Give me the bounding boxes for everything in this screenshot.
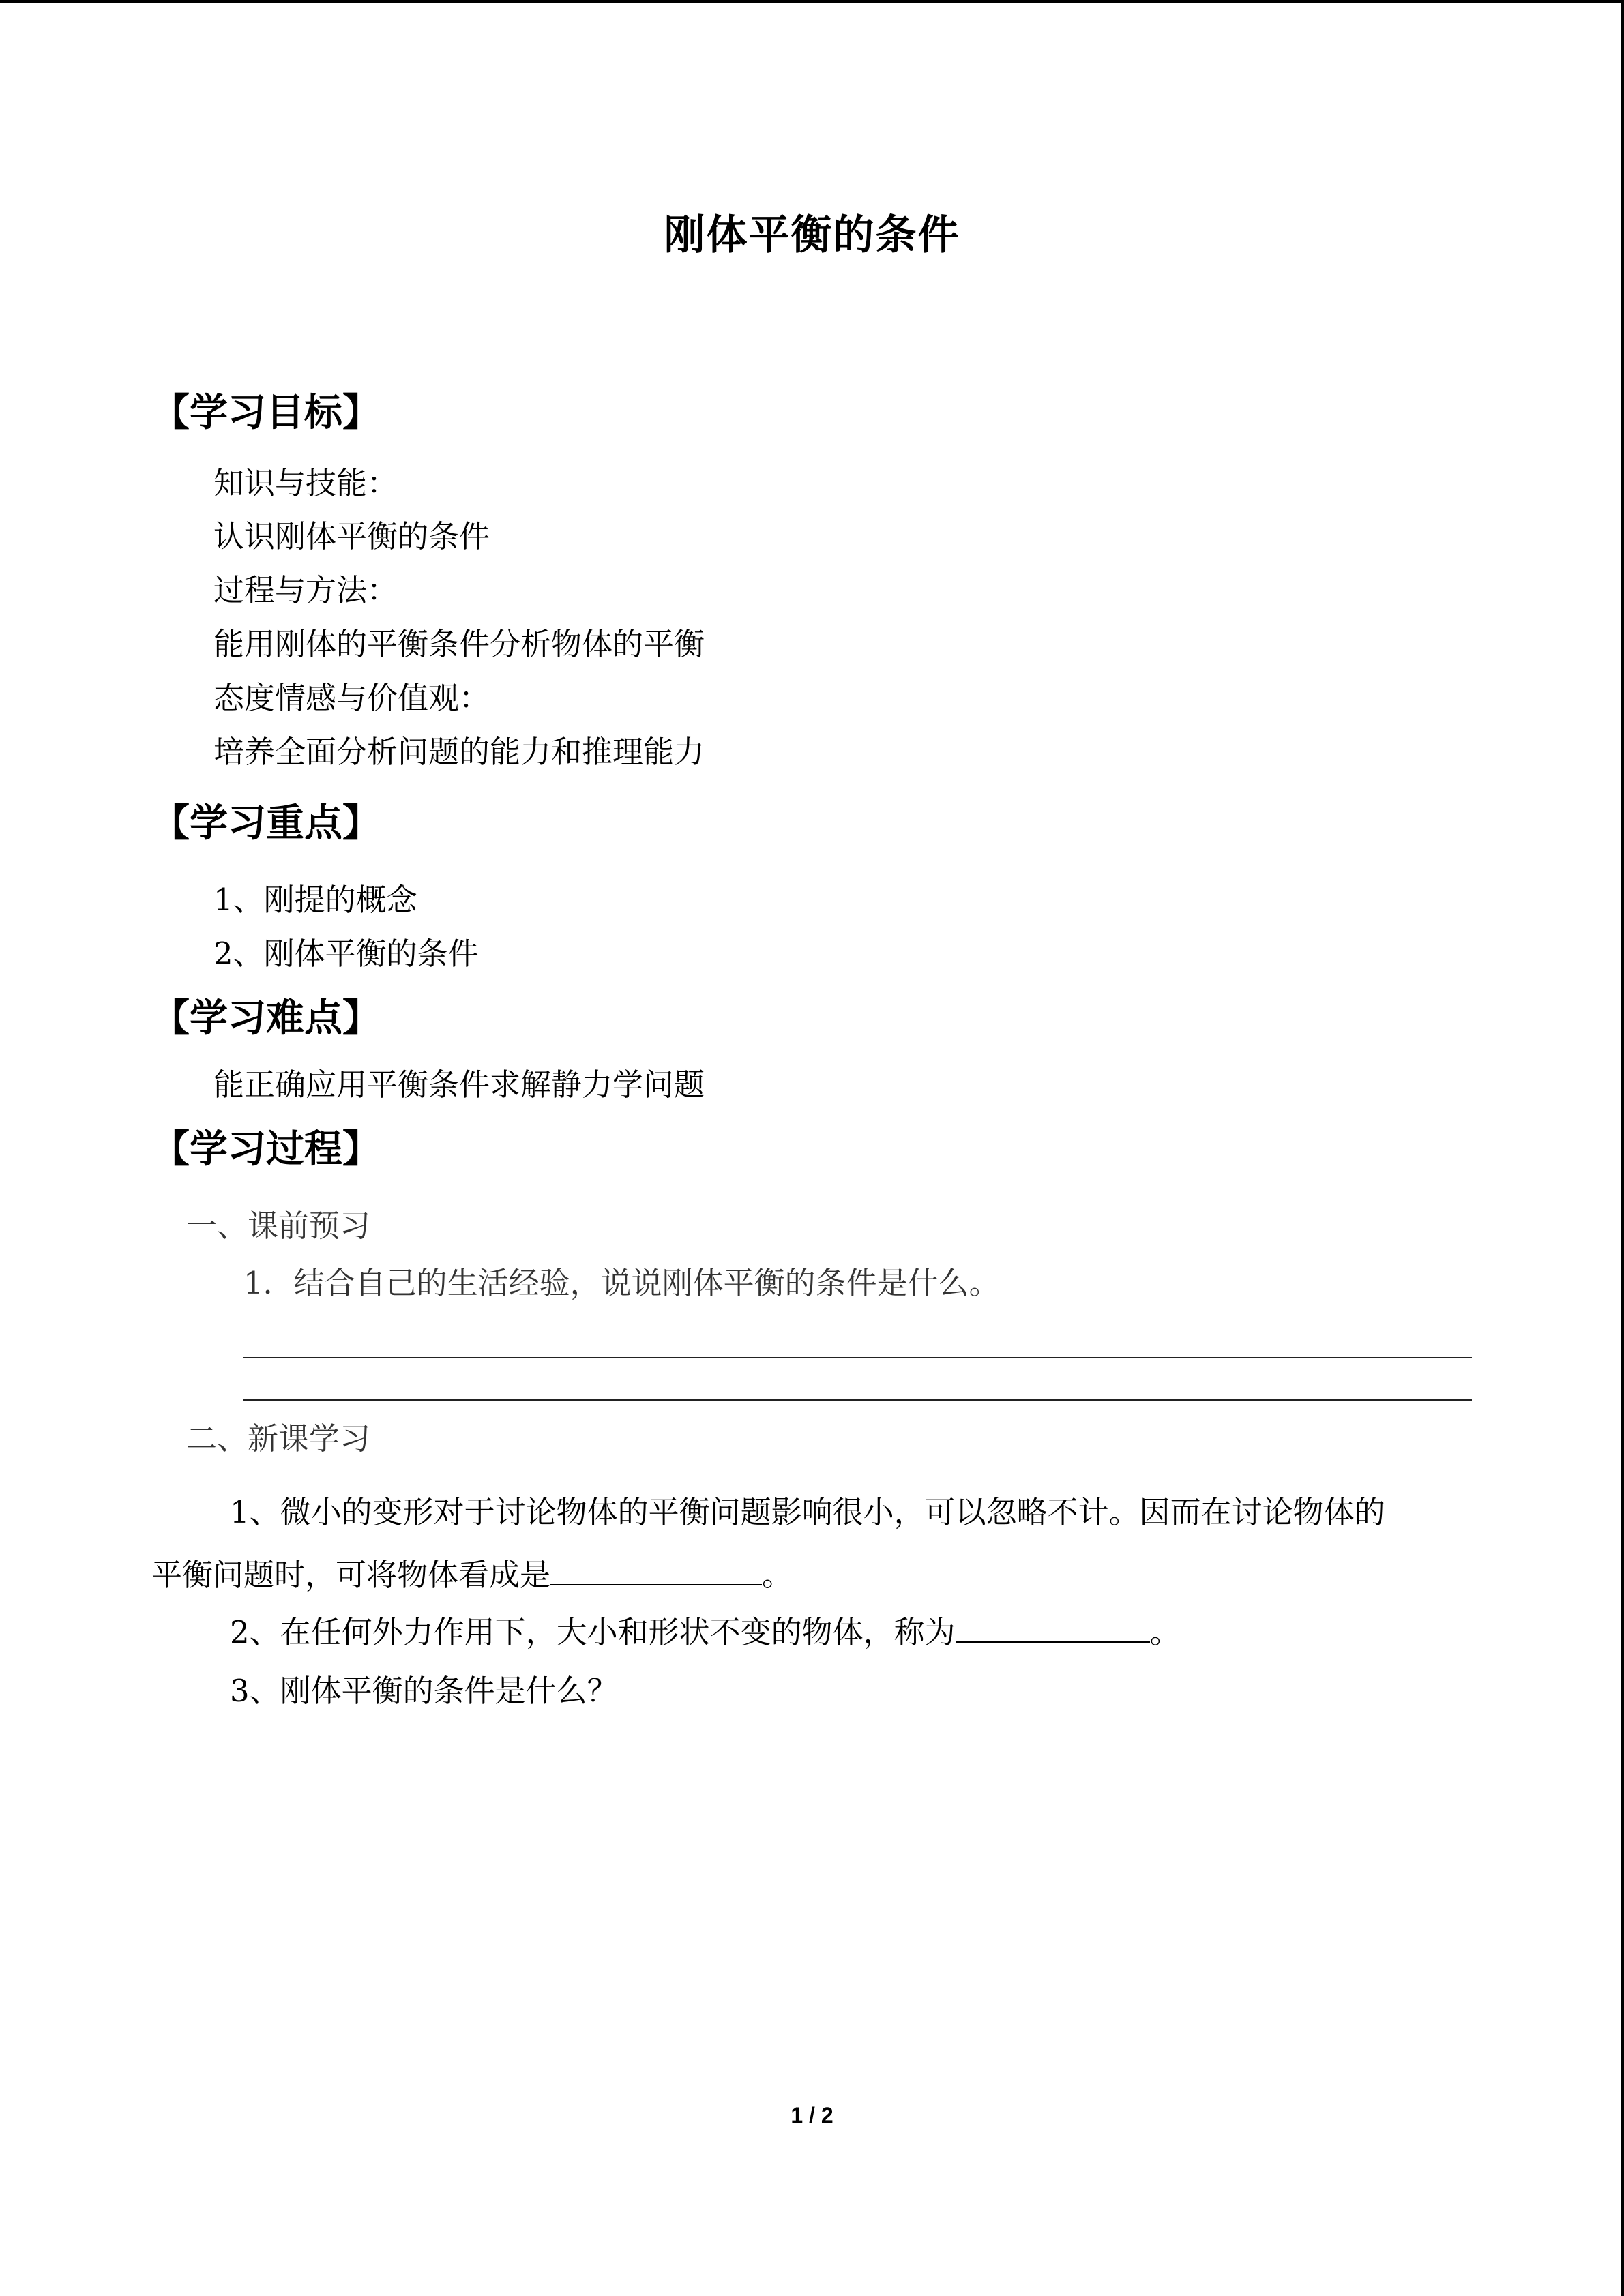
objectives-line-1: 知识与技能： bbox=[213, 465, 398, 501]
objectives-line-4: 能用刚体的平衡条件分析物体的平衡 bbox=[213, 626, 705, 662]
preview-title: 一、课前预习 bbox=[186, 1208, 371, 1244]
item-2-end: 。 bbox=[1149, 1614, 1181, 1650]
objectives-line-2: 认识刚体平衡的条件 bbox=[213, 518, 490, 554]
key-points-heading: 【学习重点】 bbox=[151, 801, 381, 846]
item-1-end: 。 bbox=[762, 1557, 793, 1593]
item-2-text: 2、在任何外力作用下，大小和形状不变的物体，称为 bbox=[230, 1614, 956, 1650]
answer-line-2 bbox=[243, 1399, 1472, 1401]
new-lesson-item-3: 3、刚体平衡的条件是什么？ bbox=[230, 1673, 618, 1709]
difficulty-line-1: 能正确应用平衡条件求解静力学问题 bbox=[213, 1067, 705, 1103]
key-point-2: 2、刚体平衡的条件 bbox=[213, 936, 479, 972]
objectives-line-6: 培养全面分析问题的能力和推理能力 bbox=[213, 734, 705, 770]
preview-question-1: 1．结合自己的生活经验，说说刚体平衡的条件是什么。 bbox=[243, 1265, 1000, 1301]
item-1-blank[interactable] bbox=[550, 1553, 762, 1585]
objectives-line-3: 过程与方法： bbox=[213, 572, 398, 608]
item-2-blank[interactable] bbox=[956, 1610, 1150, 1643]
new-lesson-item-2 bbox=[230, 1610, 1181, 1653]
new-lesson-item-1-line-2 bbox=[151, 1553, 793, 1596]
objectives-line-5: 态度情感与价值观： bbox=[213, 680, 490, 716]
page-title: 刚体平衡的条件 bbox=[664, 211, 960, 259]
page-top-border bbox=[0, 0, 1624, 3]
new-lesson-item-1-line-1: 1、微小的变形对于讨论物体的平衡问题影响很小，可以忽略不计。因而在讨论物体的 bbox=[230, 1494, 1385, 1530]
process-heading: 【学习过程】 bbox=[151, 1127, 381, 1172]
answer-line-1 bbox=[243, 1357, 1472, 1358]
new-lesson-title: 二、新课学习 bbox=[186, 1420, 371, 1457]
objectives-heading: 【学习目标】 bbox=[151, 391, 381, 435]
key-point-1: 1、刚提的概念 bbox=[213, 882, 417, 918]
page-number: 1 / 2 bbox=[791, 2103, 833, 2128]
item-1-text: 平衡问题时，可将物体看成是 bbox=[151, 1557, 551, 1593]
difficulties-heading: 【学习难点】 bbox=[151, 996, 381, 1041]
page-right-border bbox=[1621, 0, 1624, 2296]
